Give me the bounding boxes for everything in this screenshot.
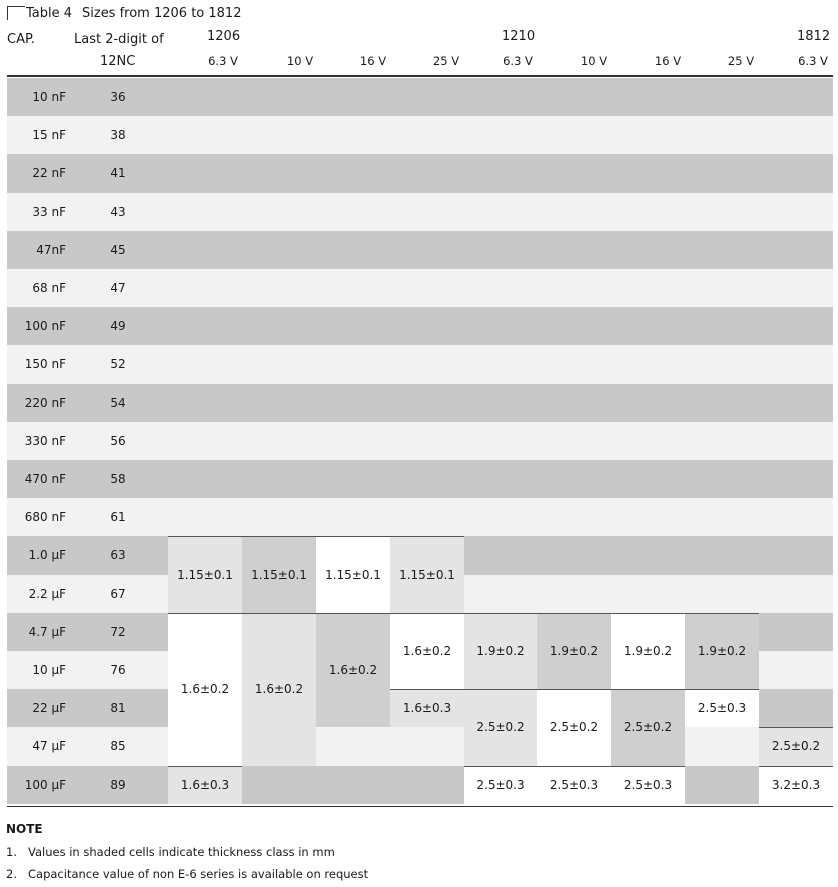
thickness-value: 1.9±0.2	[476, 643, 525, 658]
row-cap-value: 10 µF	[32, 663, 66, 678]
row-cap-value: 15 nF	[32, 128, 66, 143]
thickness-value: 2.5±0.3	[549, 777, 599, 792]
row-12nc-value: 81	[110, 701, 126, 716]
table-bottom-rule	[7, 806, 833, 807]
header-size-1206: 1206	[207, 29, 241, 44]
header-size-1812: 1812	[797, 29, 831, 44]
thickness-value: 2.5±0.3	[476, 777, 525, 792]
thickness-value: 2.5±0.2	[549, 720, 599, 735]
thickness-value: 1.6±0.2	[402, 643, 452, 658]
thickness-value: 1.15±0.1	[177, 567, 233, 582]
row-12nc-value: 58	[110, 472, 126, 487]
header-voltage: 16 V	[359, 54, 387, 68]
thickness-value: 3.2±0.3	[771, 777, 821, 792]
thickness-value: 2.5±0.3	[697, 701, 747, 716]
row-cap-value: 680 nF	[24, 510, 66, 525]
header-voltage: 6.3 V	[503, 54, 533, 68]
row-12nc-value: 85	[110, 739, 126, 754]
thickness-value: 2.5±0.2	[476, 720, 525, 735]
thickness-value: 1.6±0.2	[180, 682, 230, 697]
row-12nc-value: 54	[110, 395, 126, 410]
row-12nc-value: 36	[110, 90, 126, 105]
row-12nc-value: 63	[110, 548, 126, 563]
thickness-value: 1.6±0.2	[328, 663, 378, 678]
thickness-value: 1.6±0.3	[180, 777, 230, 792]
row-12nc-value: 89	[110, 777, 126, 792]
row-cap-value: 47nF	[36, 242, 66, 257]
title-bracket-horizontal	[7, 6, 25, 7]
thickness-value: 1.15±0.1	[325, 567, 381, 582]
row-cap-value: 10 nF	[32, 90, 66, 105]
thickness-value: 1.6±0.2	[254, 682, 304, 697]
row-cap-value: 1.0 µF	[28, 548, 66, 563]
row-12nc-value: 43	[110, 204, 126, 219]
row-12nc-value: 41	[110, 166, 126, 181]
title-bracket-vertical	[7, 6, 8, 20]
row-cap-value: 2.2 µF	[28, 586, 66, 601]
row-cap-value: 33 nF	[32, 204, 66, 219]
header-voltage: 6.3 V	[798, 54, 828, 68]
row-12nc-value: 49	[110, 319, 126, 334]
row-cap-value: 68 nF	[32, 281, 66, 296]
row-12nc-value: 61	[110, 510, 126, 525]
row-12nc-value: 56	[110, 433, 126, 448]
row-cap-value: 330 nF	[24, 433, 66, 448]
row-cap-value: 47 µF	[32, 739, 66, 754]
note-2-number: 2.	[6, 867, 17, 881]
header-nc-line1: Last 2-digit of	[74, 32, 164, 47]
header-voltage: 10 V	[580, 54, 608, 68]
header-size-1210: 1210	[502, 29, 536, 44]
row-12nc-value: 47	[110, 281, 126, 296]
row-12nc-value: 45	[110, 242, 126, 257]
thickness-value: 1.9±0.2	[623, 643, 673, 658]
table-caption: Table 4	[26, 6, 73, 21]
header-voltage: 25 V	[727, 54, 755, 68]
header-nc-line2: 12NC	[100, 54, 136, 69]
header-voltage: 10 V	[286, 54, 314, 68]
row-cap-value: 100 µF	[24, 777, 66, 792]
row-cap-value: 22 µF	[32, 701, 66, 716]
header-voltage: 25 V	[432, 54, 460, 68]
thickness-value: 1.15±0.1	[251, 567, 307, 582]
row-12nc-value: 67	[110, 586, 126, 601]
row-12nc-value: 76	[110, 663, 126, 678]
thickness-value: 1.15±0.1	[399, 567, 455, 582]
row-cap-value: 470 nF	[24, 472, 66, 487]
note-1-text: Values in shaded cells indicate thickness class in mm	[28, 845, 335, 859]
thickness-value: 1.6±0.3	[402, 701, 452, 716]
header-voltage: 16 V	[654, 54, 682, 68]
thickness-value: 2.5±0.2	[771, 739, 821, 754]
table-title: Sizes from 1206 to 1812	[82, 6, 242, 21]
thickness-value: 2.5±0.3	[623, 777, 673, 792]
row-12nc-value: 72	[110, 624, 126, 639]
row-cap-value: 4.7 µF	[28, 624, 66, 639]
notes-heading: NOTE	[6, 822, 43, 836]
row-cap-value: 22 nF	[32, 166, 66, 181]
row-cap-value: 220 nF	[24, 395, 66, 410]
note-1-number: 1.	[6, 845, 17, 859]
thickness-value: 2.5±0.2	[623, 720, 673, 735]
header-voltage: 6.3 V	[208, 54, 238, 68]
row-12nc-value: 52	[110, 357, 126, 372]
row-cap-value: 150 nF	[24, 357, 66, 372]
header-cap: CAP.	[7, 32, 35, 47]
thickness-value: 1.9±0.2	[697, 643, 747, 658]
row-cap-value: 100 nF	[24, 319, 66, 334]
header-rule	[7, 75, 833, 77]
thickness-value: 1.9±0.2	[549, 643, 599, 658]
note-2-text: Capacitance value of non E-6 series is available on request	[28, 867, 369, 881]
row-12nc-value: 38	[110, 128, 126, 143]
